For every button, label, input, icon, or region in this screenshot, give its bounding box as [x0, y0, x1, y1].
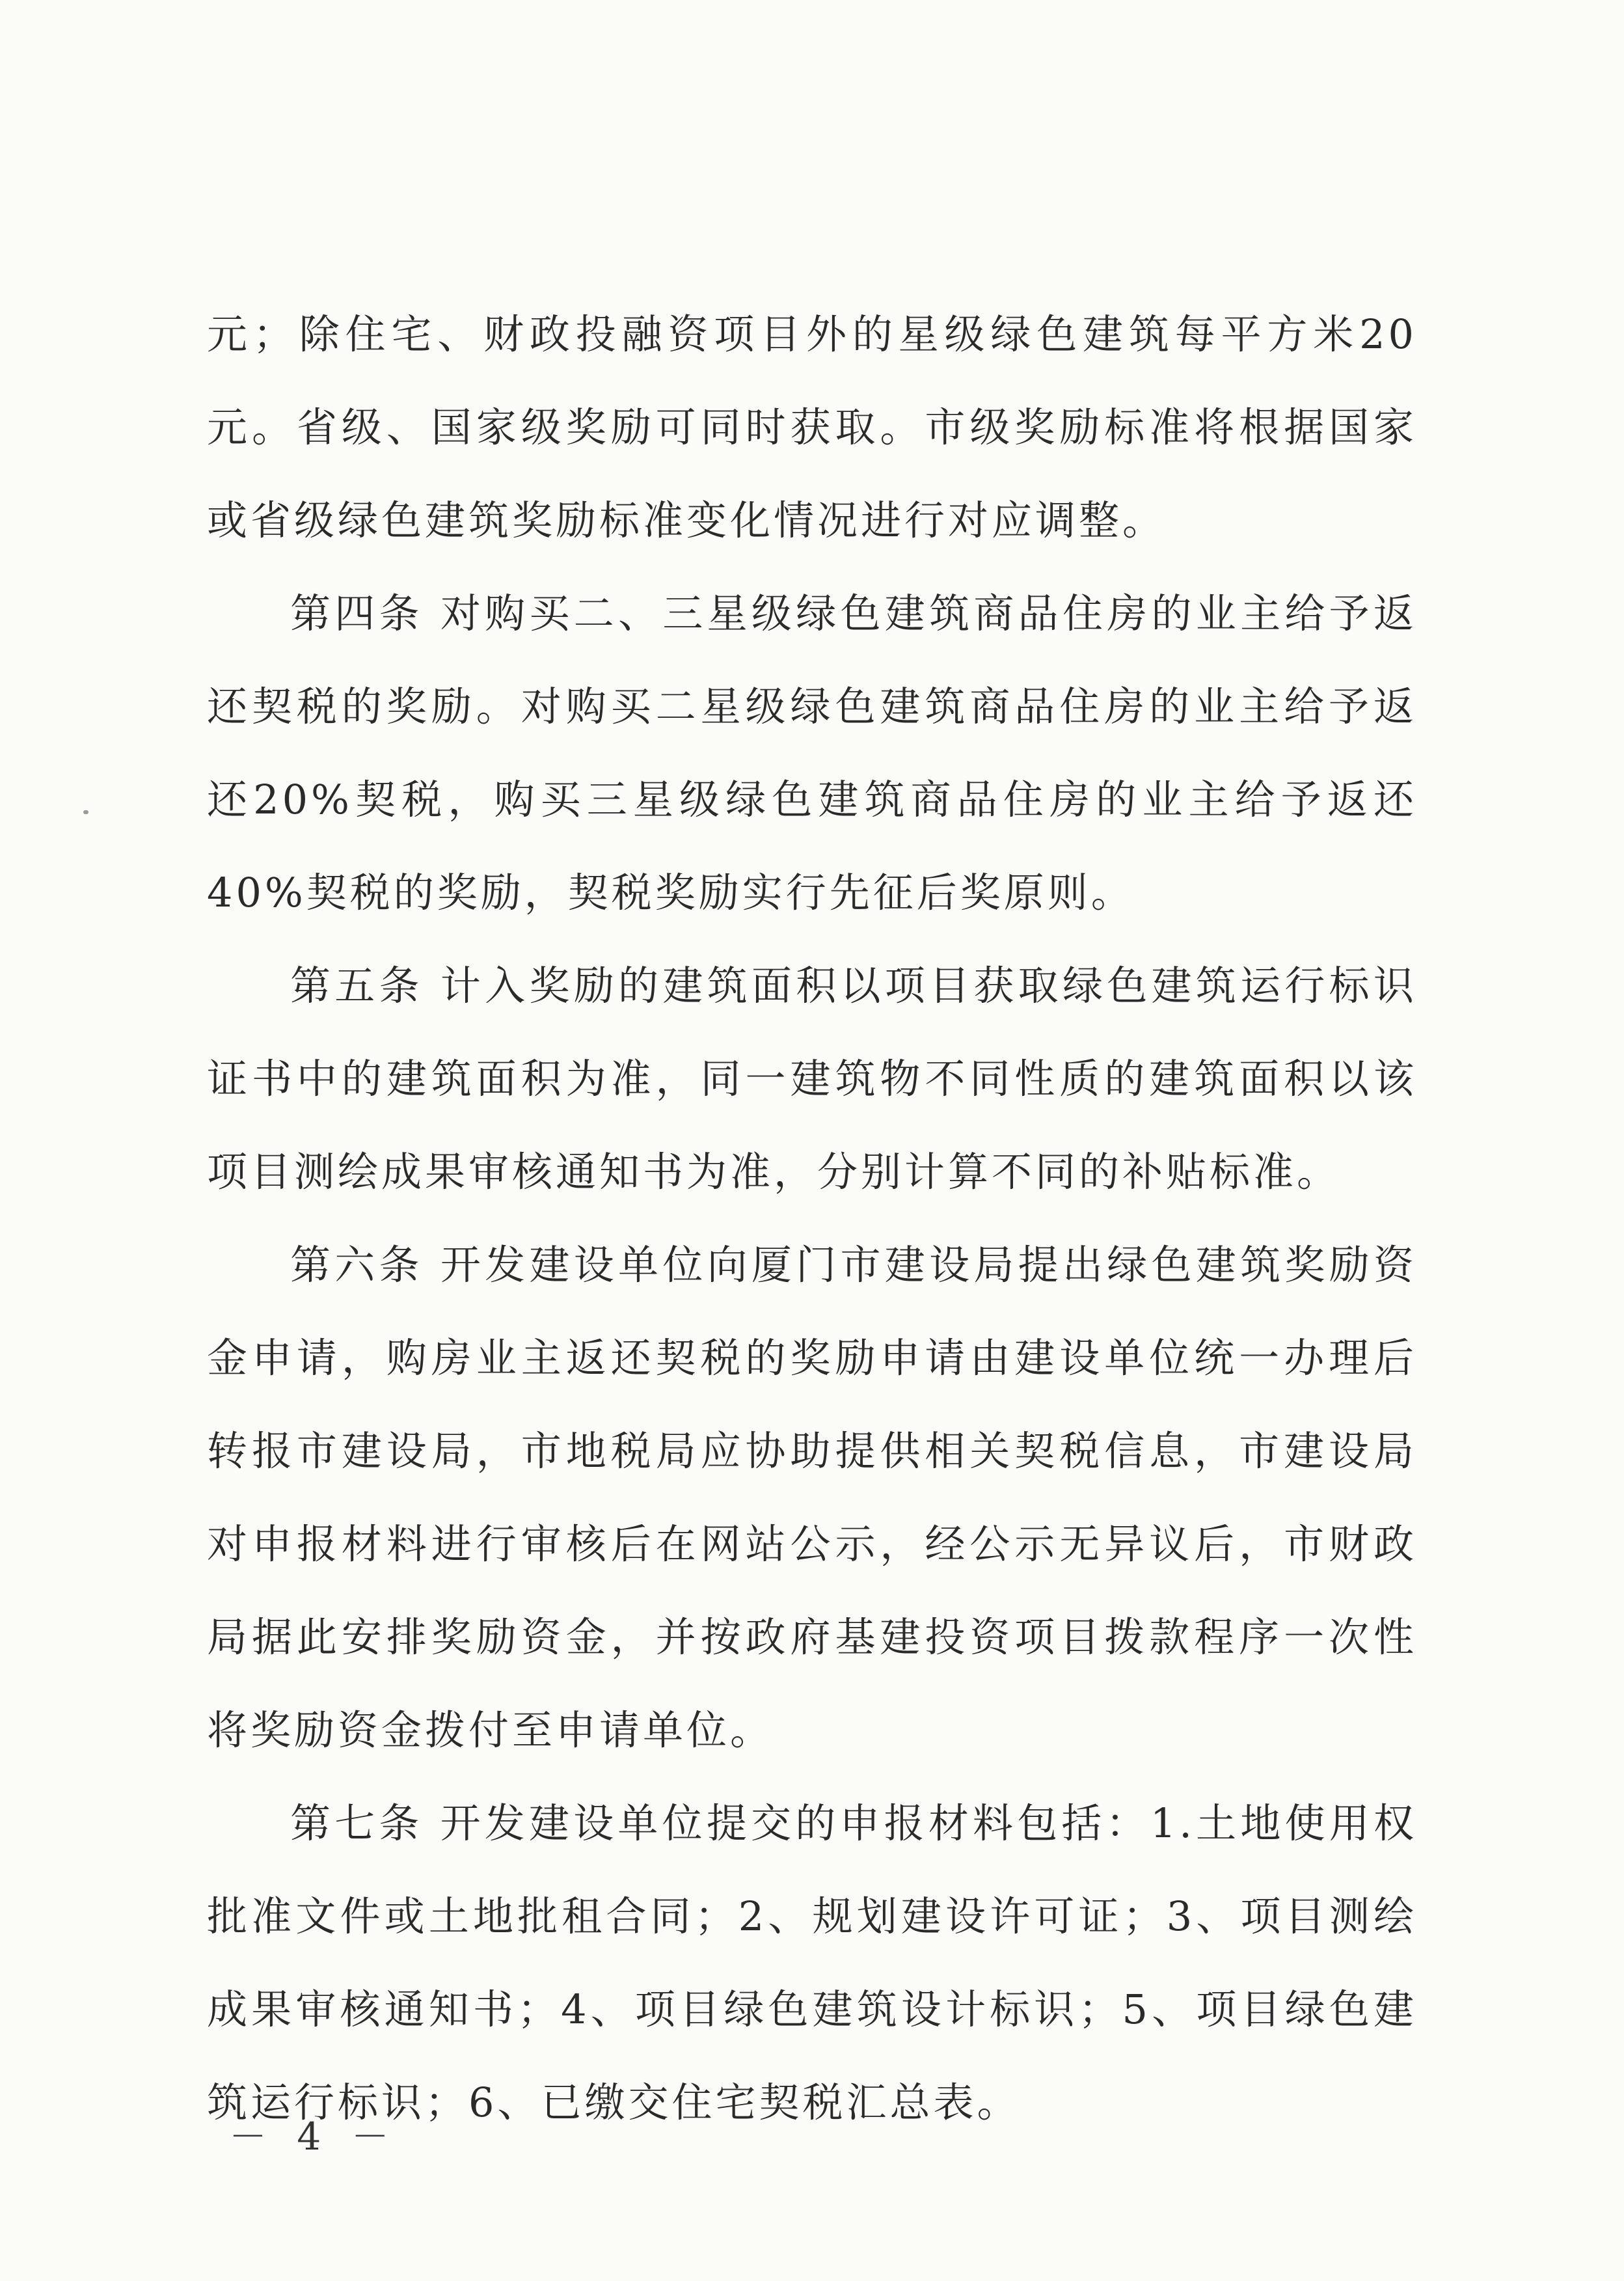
article-heading: 第六条 — [290, 1241, 424, 1289]
article-five — [207, 939, 1417, 1218]
article-text: 对购买二、三星级绿色建筑商品住房的业主给予返还契税的奖励。对购买二星级绿色建筑商品住房的业主给予返还20%契税，购买三星级绿色建筑商品住房的业主给予返还40%契税的奖励，契税奖励实行先征后奖原则。 — [207, 590, 1417, 916]
article-text: 计入奖励的建筑面积以项目获取绿色建筑运行标识证书中的建筑面积为准，同一建筑物不同性质的建筑面积以该项目测绘成果审核通知书为准，分别计算不同的补贴标准。 — [207, 962, 1417, 1195]
paragraph-continuation — [207, 288, 1417, 567]
paragraph-text: 元；除住宅、财政投融资项目外的星级绿色建筑每平方米20元。省级、国家级奖励可同时获取。市级奖励标准将根据国家或省级绿色建筑奖励标准变化情况进行对应调整。 — [207, 310, 1417, 544]
article-text: 开发建设单位向厦门市建设局提出绿色建筑奖励资金申请，购房业主返还契税的奖励申请由建设单位统一办理后转报市建设局，市地税局应协助提供相关契税信息，市建设局对申报材料进行审核后在网站公示，经公示无异议后，市财政局据此安排奖励资金，并按政府基建投资项目拨款程序一次性将奖励资金拨付至申请单位。 — [207, 1241, 1417, 1754]
article-text: 开发建设单位提交的申报材料包括：1.土地使用权批准文件或土地批租合同；2、规划建设许可证；3、项目测绘成果审核通知书；4、项目绿色建筑设计标识；5、项目绿色建筑运行标识；6、已缴交住宅契税汇总表。 — [207, 1799, 1417, 2126]
article-heading: 第四条 — [290, 590, 424, 637]
article-four — [207, 567, 1417, 939]
article-heading: 第五条 — [290, 962, 424, 1009]
document-body — [207, 288, 1417, 2149]
article-heading: 第七条 — [290, 1799, 424, 1847]
page-number: － 4 － — [229, 2114, 398, 2159]
article-six — [207, 1218, 1417, 1777]
scan-speck — [83, 810, 88, 814]
article-seven — [207, 1777, 1417, 2149]
